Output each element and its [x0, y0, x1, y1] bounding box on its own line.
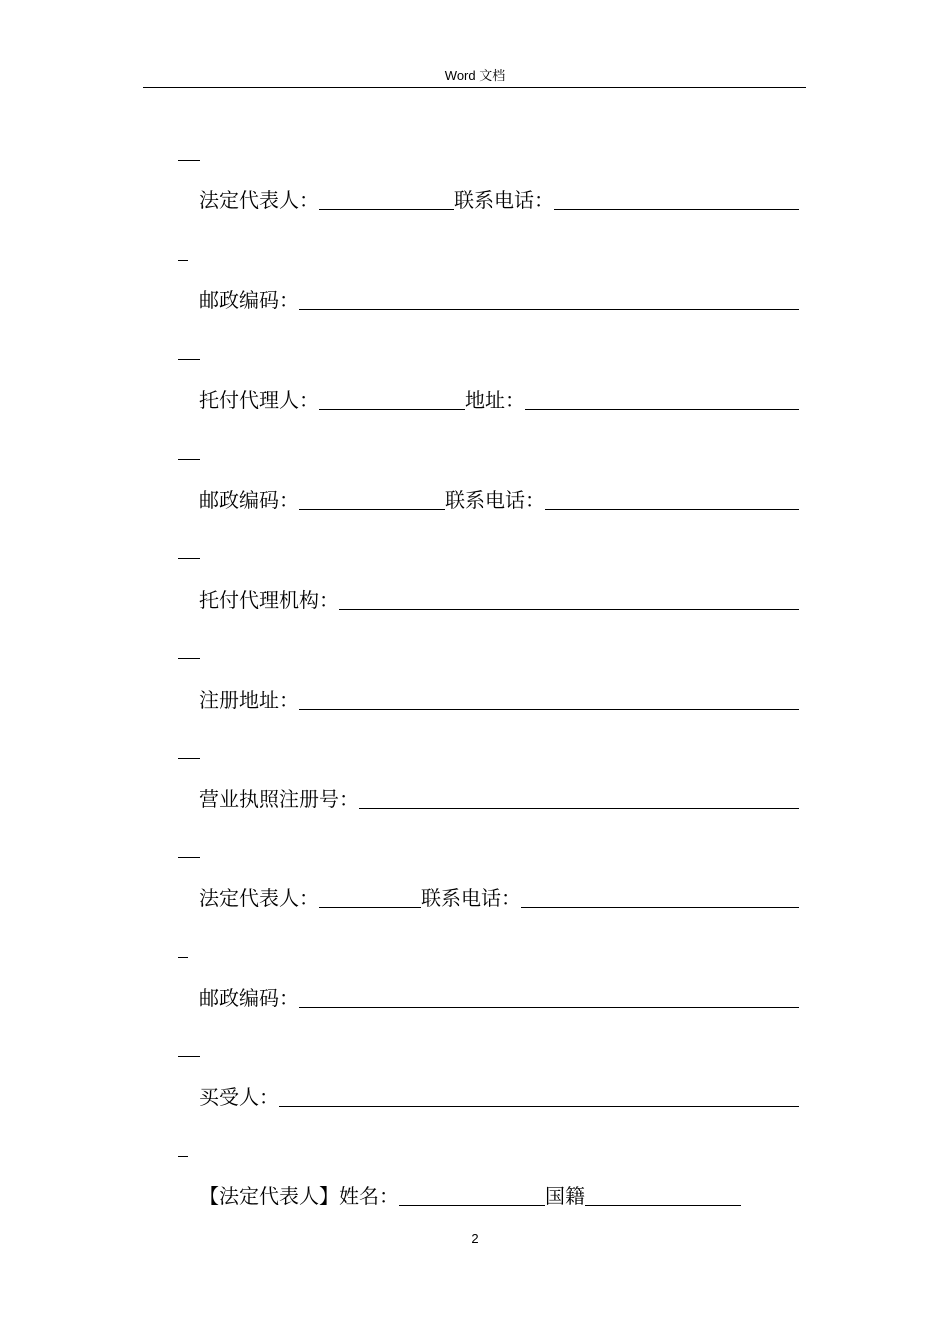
- form-line-buyer: [199, 1081, 799, 1111]
- blank-field[interactable]: [319, 385, 465, 410]
- header-divider: [143, 87, 806, 88]
- blank-field[interactable]: [525, 385, 799, 410]
- field-label: 联系电话：: [421, 886, 521, 910]
- field-label: 托付代理人：: [199, 388, 319, 412]
- field-label: 邮政编码：: [199, 288, 299, 312]
- continuation-line: [178, 558, 200, 559]
- field-label: 地址：: [465, 388, 525, 412]
- continuation-line: [178, 857, 200, 858]
- page-number: 2: [471, 1231, 479, 1246]
- blank-field[interactable]: [279, 1082, 799, 1107]
- field-label: 邮政编码：: [199, 986, 299, 1010]
- blank-field[interactable]: [399, 1181, 545, 1206]
- field-label: 营业执照注册号：: [199, 787, 359, 811]
- field-label: 联系电话：: [454, 188, 554, 212]
- field-label: 联系电话：: [445, 488, 545, 512]
- continuation-line: [178, 957, 188, 958]
- page-header-title: Word 文档: [444, 68, 506, 83]
- field-label: 【法定代表人】姓名：: [199, 1184, 399, 1208]
- form-line-postal-code: [199, 982, 799, 1012]
- form-line-legal-representative: [199, 882, 799, 912]
- field-label: 买受人：: [199, 1085, 279, 1109]
- blank-field[interactable]: [585, 1181, 741, 1206]
- blank-field[interactable]: [299, 485, 445, 510]
- form-line-registered-address: [199, 684, 799, 714]
- field-label: 法定代表人：: [199, 886, 319, 910]
- form-line-postal-code: [199, 284, 799, 314]
- blank-field[interactable]: [299, 285, 799, 310]
- continuation-line: [178, 1056, 200, 1057]
- continuation-line: [178, 160, 200, 161]
- continuation-line: [178, 658, 200, 659]
- field-label: 托付代理机构：: [199, 588, 339, 612]
- blank-field[interactable]: [554, 185, 799, 210]
- continuation-line: [178, 359, 200, 360]
- blank-field[interactable]: [319, 883, 421, 908]
- continuation-line: [178, 1156, 188, 1157]
- blank-field[interactable]: [319, 185, 454, 210]
- continuation-line: [178, 260, 188, 261]
- form-line-postal-code: [199, 484, 799, 514]
- form-line-representative-name: [199, 1180, 741, 1210]
- form-line-agent: [199, 384, 799, 414]
- form-line-agency: [199, 584, 799, 614]
- blank-field[interactable]: [545, 485, 799, 510]
- field-label: 注册地址：: [199, 688, 299, 712]
- field-label: 法定代表人：: [199, 188, 319, 212]
- continuation-line: [178, 459, 200, 460]
- form-line-legal-representative: [199, 184, 799, 214]
- blank-field[interactable]: [299, 685, 799, 710]
- blank-field[interactable]: [299, 983, 799, 1008]
- form-line-license-number: [199, 783, 799, 813]
- blank-field[interactable]: [359, 784, 799, 809]
- blank-field[interactable]: [339, 585, 799, 610]
- continuation-line: [178, 758, 200, 759]
- blank-field[interactable]: [521, 883, 799, 908]
- field-label: 邮政编码：: [199, 488, 299, 512]
- field-label: 国籍: [545, 1184, 585, 1208]
